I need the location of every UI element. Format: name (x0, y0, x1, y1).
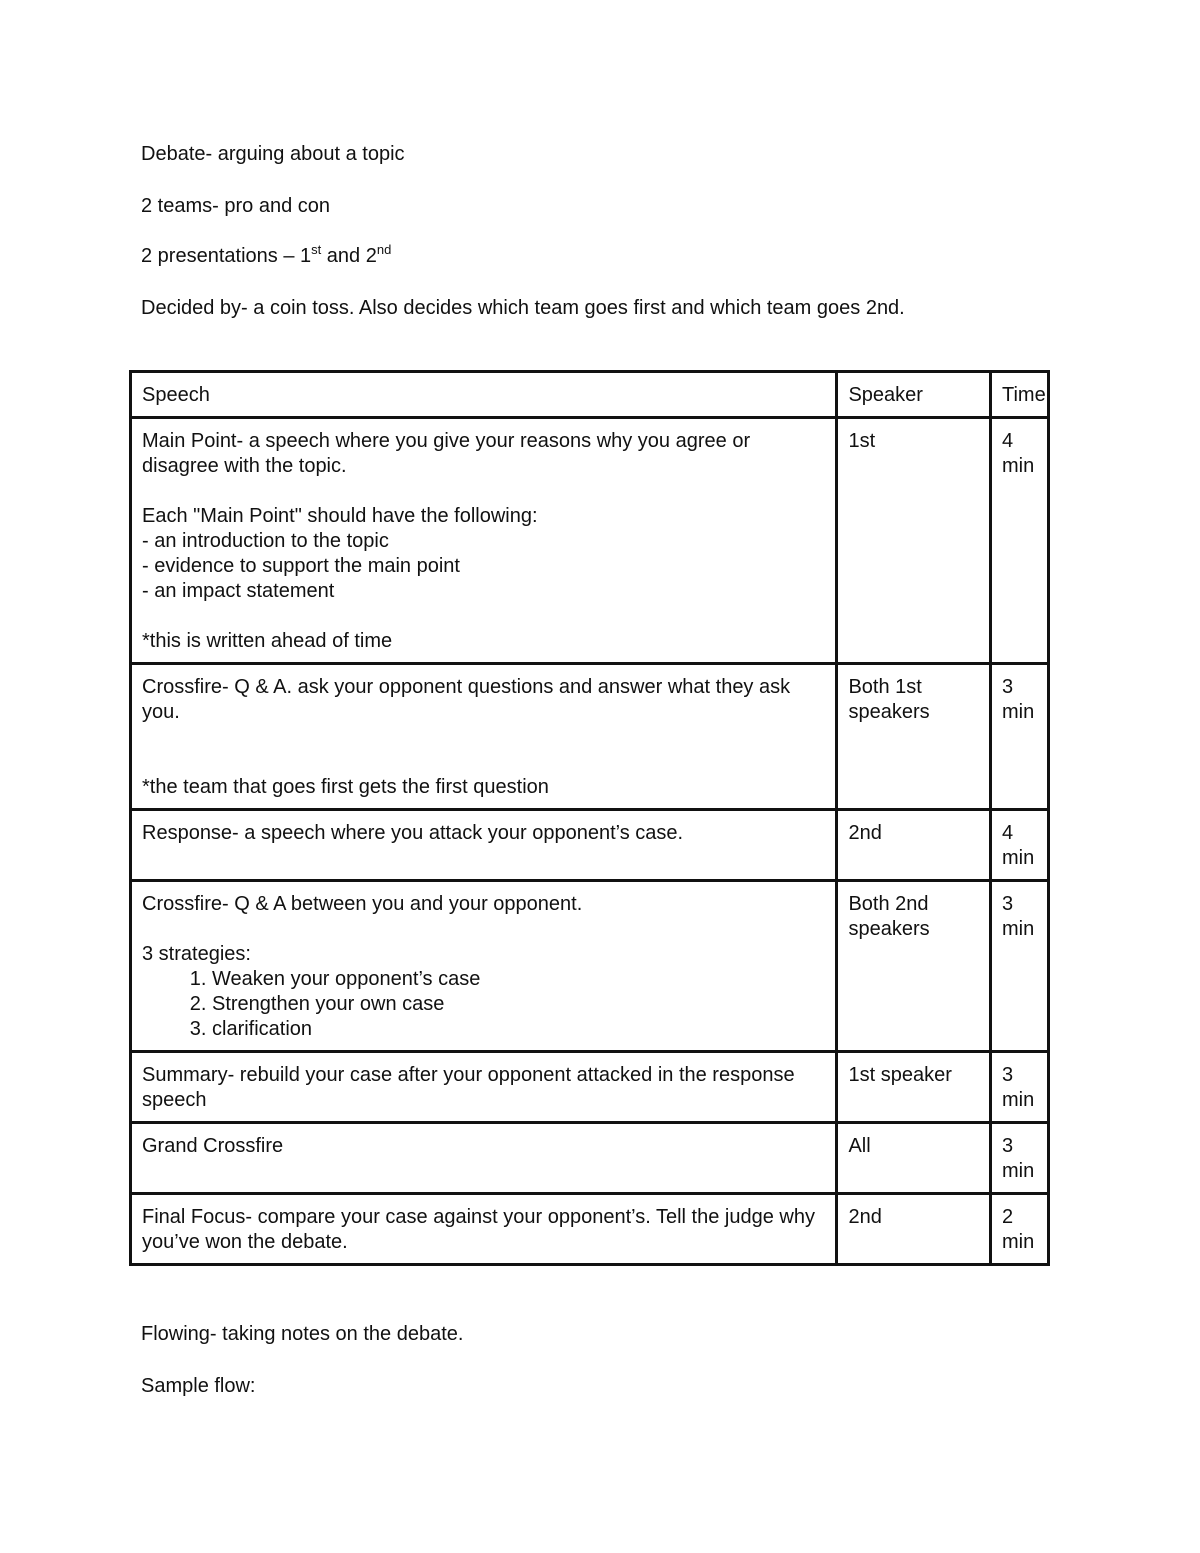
strategies-list (142, 967, 825, 1042)
teams-line: 2 teams- pro and con (141, 195, 330, 217)
speaker-cell: 2nd (837, 1194, 991, 1265)
table-row (131, 1194, 1049, 1265)
speaker-cell: Both 1st speakers (837, 664, 991, 810)
time-cell: 3 min (991, 1123, 1049, 1194)
speech-subheading: Each "Main Point" should have the following: (142, 505, 538, 527)
time-cell: 3 min (991, 664, 1049, 810)
speech-note: *this is written ahead of time (142, 630, 393, 652)
header-speech: Speech (131, 372, 837, 418)
speech-text: Main Point- a speech where you give your reasons why you agree or disagree with the topic. (142, 430, 751, 477)
speaker-cell: 1st speaker (837, 1052, 991, 1123)
table-header-row (131, 372, 1049, 418)
speech-cell: Grand Crossfire (131, 1123, 837, 1194)
time-cell: 3 min (991, 1052, 1049, 1123)
time-cell: 4 min (991, 810, 1049, 881)
speaker-cell: Both 2nd speakers (837, 881, 991, 1052)
speech-cell: Summary- rebuild your case after your opponent attacked in the response speech (131, 1052, 837, 1123)
speech-cell (131, 418, 837, 664)
list-item: - an impact statement (142, 580, 335, 602)
outro-section (141, 1320, 463, 1400)
speech-list (142, 529, 825, 604)
speech-subheading: 3 strategies: (142, 943, 251, 965)
flowing-definition: Flowing- taking notes on the debate. (141, 1323, 464, 1345)
sample-flow-label: Sample flow: (141, 1375, 256, 1397)
speech-cell (131, 664, 837, 810)
speech-text: Crossfire- Q & A. ask your opponent questions and answer what they ask you. (142, 676, 791, 723)
speech-cell (131, 881, 837, 1052)
speaker-cell: All (837, 1123, 991, 1194)
list-item: 2. Strengthen your own case (212, 992, 825, 1017)
speech-cell: Response- a speech where you attack your opponent’s case. (131, 810, 837, 881)
table-row (131, 418, 1049, 664)
table-row (131, 664, 1049, 810)
speech-cell: Final Focus- compare your case against your opponent’s. Tell the judge why you’ve won the debate. (131, 1194, 837, 1265)
debate-definition: Debate- arguing about a topic (141, 143, 405, 165)
speech-note: *the team that goes first gets the first question (142, 776, 549, 798)
speaker-cell: 2nd (837, 810, 991, 881)
header-speaker: Speaker (837, 372, 991, 418)
decided-by-line: Decided by- a coin toss. Also decides which team goes first and which team goes 2nd. (141, 297, 905, 319)
table-row (131, 881, 1049, 1052)
presentations-line: 2 presentations – 1st and 2nd (141, 242, 392, 267)
list-item: 3. clarification (212, 1017, 825, 1042)
speech-text: Crossfire- Q & A between you and your opponent. (142, 893, 583, 915)
table-row (131, 1052, 1049, 1123)
speaker-cell: 1st (837, 418, 991, 664)
list-item: - evidence to support the main point (142, 555, 460, 577)
time-cell: 2 min (991, 1194, 1049, 1265)
table-row (131, 1123, 1049, 1194)
list-item: - an introduction to the topic (142, 530, 389, 552)
list-item: 1. Weaken your opponent’s case (212, 967, 825, 992)
debate-format-table (129, 370, 1050, 1266)
time-cell: 4 min (991, 418, 1049, 664)
header-time: Time (991, 372, 1049, 418)
table-row (131, 810, 1049, 881)
time-cell: 3 min (991, 881, 1049, 1052)
